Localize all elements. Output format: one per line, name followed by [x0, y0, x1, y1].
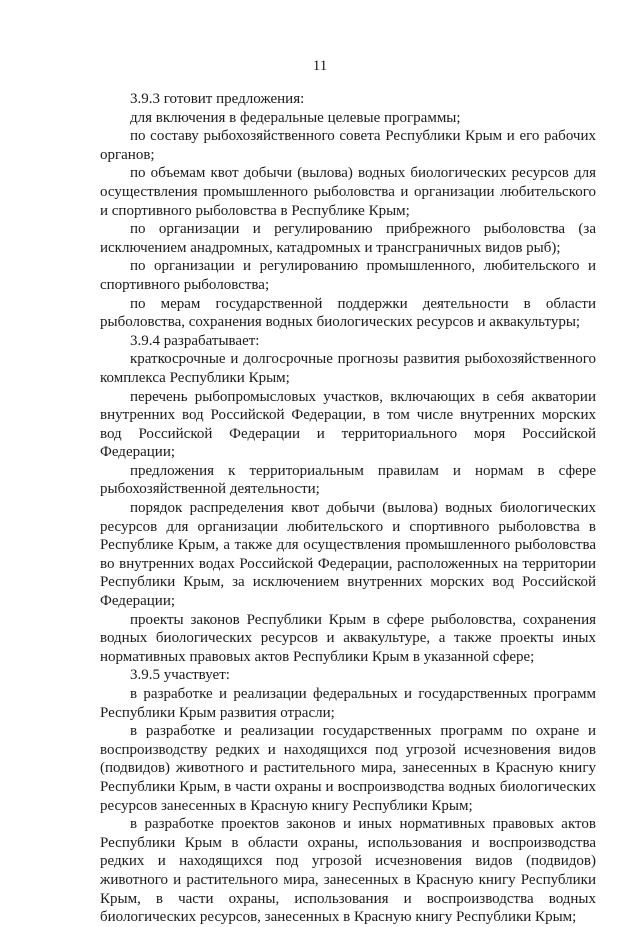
page-number: 11: [312, 58, 328, 74]
list-item: по мерам государственной поддержки деятельности в области рыболовства, сохранения водных биологических ресурсов и аквакультуры;: [100, 295, 596, 331]
list-item: по объемам квот добычи (вылова) водных биологических ресурсов для осуществления промышленного рыболовства и организации любительского и спортивного рыболовства в Республике Крым;: [100, 165, 596, 219]
section-heading-3-9-4: 3.9.4 разрабатывает:: [130, 332, 260, 349]
list-item: в разработке проектов законов и иных нормативных правовых актов Республики Крым в области охраны, использования и воспроизводства редких и находящихся под угрозой исчезновения видов (подвидов) животного и растительного мира, занесенных в Красную книгу Республики Крым, в части охраны, использования и воспроизводства водных биологических ресурсов, занесенных в Красную книгу Республики Крым;: [100, 816, 596, 926]
list-item: в разработке и реализации федеральных и государственных программ Республики Крым развития отрасли;: [100, 686, 596, 721]
list-item: по организации и регулированию прибрежного рыболовства (за исключением анадромных, катадромных и трансграничных видов рыб);: [100, 221, 596, 256]
section-heading-3-9-3: 3.9.3 готовит предложения:: [130, 91, 305, 107]
list-item: предложения к территориальным правилам и нормам в сфере рыбохозяйственной деятельности;: [100, 462, 596, 498]
section-heading-3-9-5: 3.9.5 участвует:: [130, 667, 230, 684]
list-item: по составу рыбохозяйственного совета Республики Крым и его рабочих органов;: [100, 128, 596, 163]
list-item: порядок распределения квот добычи (вылова) водных биологических ресурсов для организации любительского и спортивного рыболовства в Республике Крым, а также для осуществления промышленного рыболовства во внутренних водах Российской Федерации, расположенных на территории Республики Крым, за исключением внутренних морских вод Российской Федерации;: [100, 500, 596, 610]
list-item: перечень рыбопромысловых участков, включающих в себя акватории внутренних вод Российской Федерации, в том числе внутренних морских вод Российской Федерации и территориального моря Российской Федерации;: [100, 388, 596, 461]
list-item: краткосрочные и долгосрочные прогнозы развития рыбохозяйственного комплекса Республики Крым;: [100, 351, 596, 386]
list-item: в разработке и реализации государственных программ по охране и воспроизводству редких и находящихся под угрозой исчезновения видов (подвидов) животного и растительного мира, занесенных в Красную книгу Республики Крым, в части охраны и воспроизводства водных биологических ресурсов занесенных в Красную книгу Республики Крым;: [100, 723, 596, 814]
document-body: [100, 90, 596, 927]
list-item: для включения в федеральные целевые программы;: [130, 109, 461, 126]
list-item: проекты законов Республики Крым в сфере рыболовства, сохранения водных биологических ресурсов и аквакультуре, а также проекты иных нормативных правовых актов Республики Крым в указанной сфере;: [100, 611, 596, 665]
list-item: по организации и регулированию промышленного, любительского и спортивного рыболовства;: [100, 258, 596, 293]
